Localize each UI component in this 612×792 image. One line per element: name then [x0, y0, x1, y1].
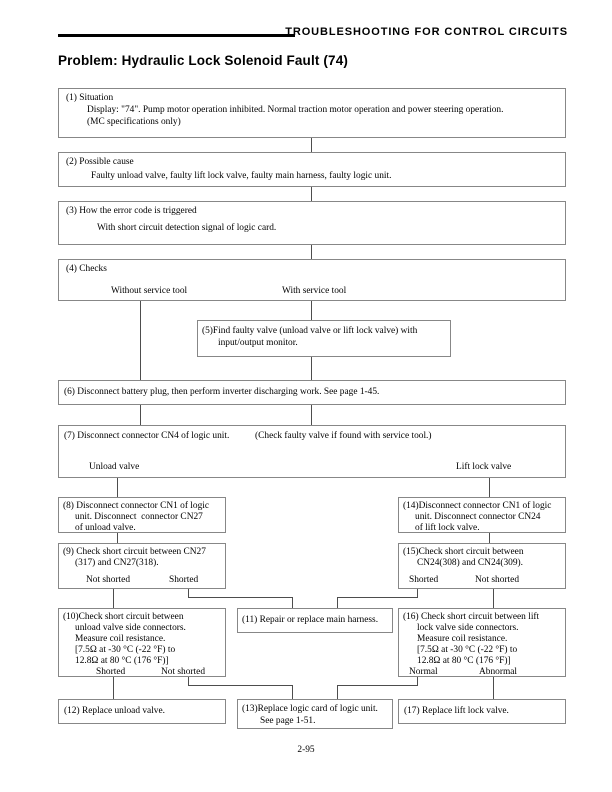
box5-line2: input/output monitor. [218, 338, 298, 348]
flow-box-1-situation [58, 88, 566, 138]
page-header-title: TROUBLESHOOTING FOR CONTROL CIRCUITS [285, 26, 568, 38]
connector-9-notshorted-to-10 [113, 589, 114, 608]
box10-line2: unload valve side connectors. [75, 623, 186, 633]
box13-line2: See page 1-51. [260, 716, 316, 726]
header-rule [58, 34, 295, 37]
flow-box-12-replace-unload-valve [58, 699, 226, 724]
box14-line1: (14)Disconnect connector CN1 of logic [403, 501, 552, 511]
connector-14-15 [489, 533, 490, 543]
connector-15-shorted-across [337, 597, 418, 598]
box15-line2: CN24(308) and CN24(309). [417, 558, 523, 568]
connector-4-right-to-5 [311, 301, 312, 320]
box10-branch-left-label: Shorted [96, 667, 126, 677]
box3-line1: (3) How the error code is triggered [66, 206, 197, 216]
flow-box-5-find-faulty-valve [197, 320, 451, 357]
flow-box-14-disconnect-cn1-lift [398, 497, 566, 533]
box16-line5: 12.8Ω at 80 °C (176 °F)] [417, 656, 511, 666]
flow-box-3-trigger [58, 201, 566, 245]
box16-branch-right-label: Abnormal [479, 667, 518, 677]
box10-line5: 12.8Ω at 80 °C (176 °F)] [75, 656, 169, 666]
box10-line4: [7.5Ω at -30 °C (-22 °F) to [75, 645, 176, 655]
connector-15-shorted-drop-to-11 [337, 597, 338, 608]
flow-box-2-possible-cause [58, 152, 566, 187]
box2-line1: (2) Possible cause [66, 157, 134, 167]
flow-box-13-replace-logic-card [237, 699, 393, 729]
flow-box-8-disconnect-cn1-unload [58, 497, 226, 533]
box9-branch-left-label: Not shorted [86, 575, 131, 585]
box9-line2: (317) and CN27(318). [75, 558, 159, 568]
connector-9-shorted-across [188, 597, 293, 598]
box2-line2: Faulty unload valve, faulty lift lock valve, faulty main harness, faulty logic unit. [91, 171, 392, 181]
flow-box-6-disconnect-battery [58, 380, 566, 405]
box8-line3: of unload valve. [75, 523, 136, 533]
box17-line1: (17) Replace lift lock valve. [404, 706, 509, 716]
connector-4-left-to-6 [140, 301, 141, 380]
connector-10-shorted-to-12 [113, 677, 114, 699]
flow-box-17-replace-lift-lock-valve [398, 699, 566, 724]
box4-line1: (4) Checks [66, 264, 107, 274]
connector-6-7-left [140, 405, 141, 425]
box1-line2: Display: "74". Pump motor operation inhibited. Normal traction motor operation and power steering operation. [87, 105, 504, 115]
box4-branch-right-label: With service tool [282, 286, 347, 296]
box1-line3: (MC specifications only) [87, 117, 181, 127]
box10-line3: Measure coil resistance. [75, 634, 166, 644]
flow-box-7-disconnect-cn4 [58, 425, 566, 478]
box9-line1: (9) Check short circuit between CN27 [63, 547, 206, 557]
box10-line1: (10)Check short circuit between [63, 612, 184, 622]
box7-line1b: (Check faulty valve if found with service tool.) [255, 431, 432, 441]
connector-2-3 [311, 187, 312, 201]
box16-branch-left-label: Normal [409, 667, 438, 677]
page-number: 2-95 [297, 745, 315, 755]
box15-branch-right-label: Not shorted [475, 575, 520, 585]
flow-box-15-check-cn24 [398, 543, 566, 589]
box7-branch-right-label: Lift lock valve [456, 462, 512, 472]
box13-line1: (13)Replace logic card of logic unit. [242, 704, 378, 714]
box16-line2: lock valve side connectors. [417, 623, 519, 633]
box8-line1: (8) Disconnect connector CN1 of logic [63, 501, 210, 511]
box1-line1: (1) Situation [66, 93, 114, 103]
connector-16-normal-drop-to-13 [337, 685, 338, 699]
flow-box-10-check-unload-connectors [58, 608, 226, 677]
flow-box-4-checks [58, 259, 566, 301]
connector-1-2 [311, 138, 312, 152]
box15-line1: (15)Check short circuit between [403, 547, 524, 557]
connector-3-4 [311, 245, 312, 259]
box3-line2: With short circuit detection signal of logic card. [97, 223, 277, 233]
box5-line1: (5)Find faulty valve (unload valve or lift lock valve) with [202, 326, 418, 336]
box8-line2: unit. Disconnect connector CN27 [75, 512, 203, 522]
connector-16-normal-across [337, 685, 418, 686]
box9-branch-right-label: Shorted [169, 575, 199, 585]
box6-line1: (6) Disconnect battery plug, then perform inverter discharging work. See page 1-45. [64, 387, 380, 397]
box11-line1: (11) Repair or replace main harness. [242, 615, 379, 625]
connector-15-notshorted-to-16 [493, 589, 494, 608]
page-title: Problem: Hydraulic Lock Solenoid Fault (74) [58, 53, 348, 68]
box16-line4: [7.5Ω at -30 °C (-22 °F) to [417, 645, 518, 655]
connector-6-7-right [311, 405, 312, 425]
box7-branch-left-label: Unload valve [89, 462, 140, 472]
connector-5-6 [311, 357, 312, 380]
connector-15-shorted-down [417, 589, 418, 597]
box10-branch-right-label: Not shorted [161, 667, 206, 677]
flow-box-11-repair-harness [237, 608, 393, 633]
box12-line1: (12) Replace unload valve. [64, 706, 166, 716]
flow-box-16-check-lift-connectors [398, 608, 566, 677]
connector-9-shorted-down [188, 589, 189, 597]
connector-10-notshorted-drop-to-13 [292, 685, 293, 699]
box4-branch-left-label: Without service tool [111, 286, 188, 296]
box14-line3: of lift lock valve. [415, 523, 480, 533]
box14-line2: unit. Disconnect connector CN24 [415, 512, 541, 522]
box7-line1: (7) Disconnect connector CN4 of logic unit. [64, 431, 230, 441]
connector-9-shorted-drop-to-11 [292, 597, 293, 608]
connector-10-notshorted-across [188, 685, 293, 686]
connector-7-left-to-8 [117, 478, 118, 497]
box16-line3: Measure coil resistance. [417, 634, 508, 644]
connector-7-right-to-14 [489, 478, 490, 497]
box15-branch-left-label: Shorted [409, 575, 439, 585]
flow-box-9-check-cn27 [58, 543, 226, 589]
connector-16-abnormal-to-17 [493, 677, 494, 699]
box16-line1: (16) Check short circuit between lift [403, 612, 540, 622]
